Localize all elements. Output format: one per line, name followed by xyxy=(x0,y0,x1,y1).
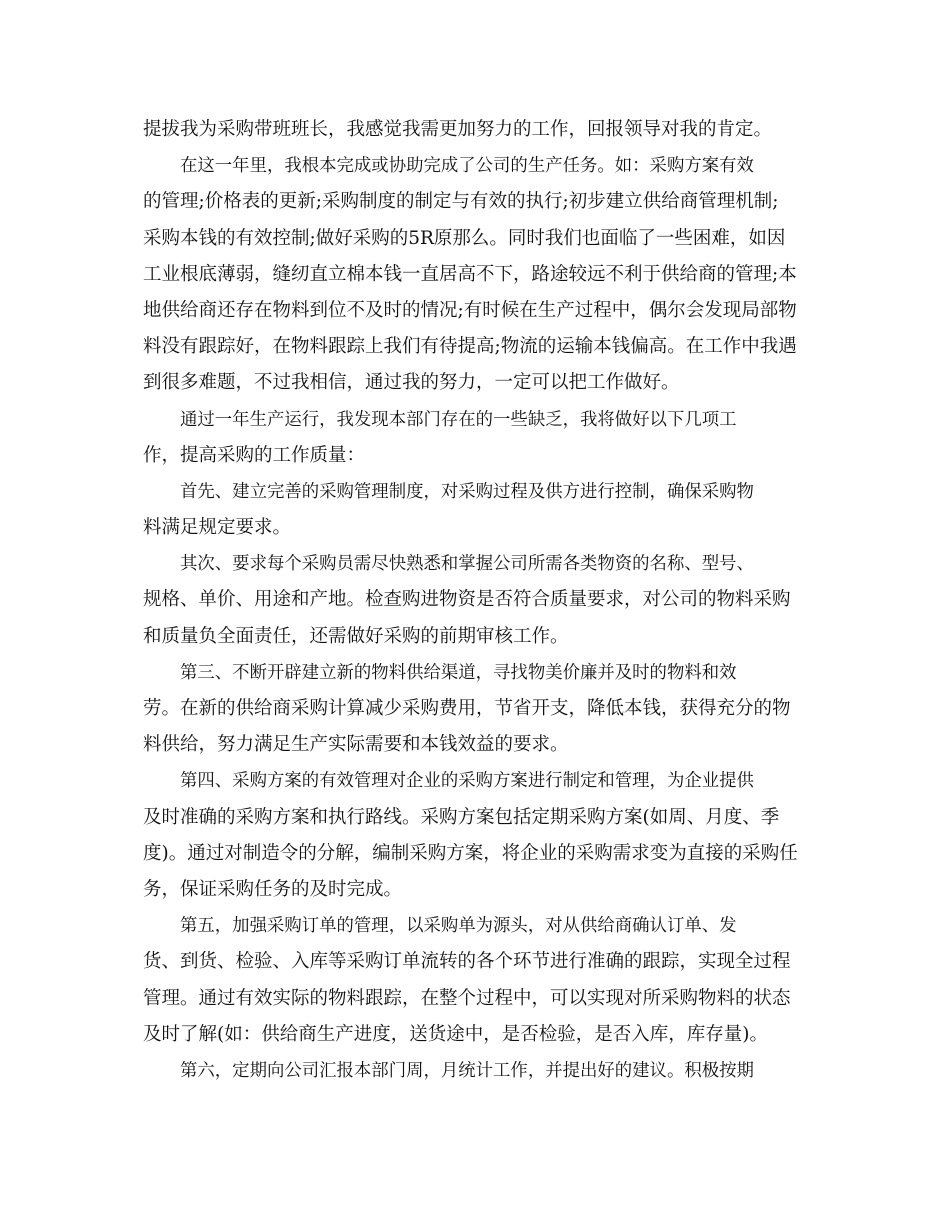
document-body xyxy=(143,112,823,1089)
text-line: 料满足规定要求。 xyxy=(143,517,292,539)
text-line: 第三、不断开辟建立新的物料供给渠道，寻找物美价廉并及时的物料和效 xyxy=(180,662,737,683)
text-line: 及时了解(如：供给商生产进度，送货途中，是否检验，是否入库，库存量)。 xyxy=(143,1023,768,1045)
text-line: 务，保证采购任务的及时完成。 xyxy=(143,878,403,900)
text-line: 及时准确的采购方案和执行路线。采购方案包括定期采购方案(如周、月度、季 xyxy=(143,806,780,828)
text-line: 到很多难题，不过我相信，通过我的努力，一定可以把工作做好。 xyxy=(143,372,680,394)
text-line: 其次、要求每个采购员需尽快熟悉和掌握公司所需各类物资的名称、型号、 xyxy=(180,554,754,575)
text-line: 第六，定期向公司汇报本部门周，月统计工作，并提出好的建议。积极按期 xyxy=(180,1060,754,1081)
text-line: 采购本钱的有效控制;做好采购的5R原那么。同时我们也面临了一些困难，如因 xyxy=(143,227,786,249)
text-line: 通过一年生产运行，我发现本部门存在的一些缺乏，我将做好以下几项工 xyxy=(180,409,737,430)
text-line: 在这一年里，我根本完成或协助完成了公司的生产任务。如：采购方案有效 xyxy=(180,156,754,177)
text-line: 料供给，努力满足生产实际需要和本钱效益的要求。 xyxy=(143,734,569,756)
text-line: 第五，加强采购订单的管理，以采购单为源头，对从供给商确认订单、发 xyxy=(180,916,737,937)
text-line: 货、到货、检验、入库等采购订单流转的各个环节进行准确的跟踪，实现全过程 xyxy=(143,951,791,973)
text-line: 首先、建立完善的采购管理制度，对采购过程及供方进行控制，确保采购物 xyxy=(180,481,754,502)
text-line: 地供给商还存在物料到位不及时的情况;有时候在生产过程中，偶尔会发现局部物 xyxy=(143,299,797,321)
text-line: 度)。通过对制造令的分解，编制采购方案，将企业的采购需求变为直接的采购任 xyxy=(143,842,798,864)
text-line: 提拔我为采购带班班长，我感觉我需更加努力的工作，回报领导对我的肯定。 xyxy=(143,119,773,140)
text-line: 劳。在新的供给商采购计算减少采购费用，节省开支，降低本钱，获得充分的物 xyxy=(143,698,791,719)
text-line: 管理。通过有效实际的物料跟踪，在整个过程中，可以实现对所采购物料的状态 xyxy=(143,987,791,1009)
text-line: 的管理;价格表的更新;采购制度的制定与有效的执行;初步建立供给商管理机制; xyxy=(143,191,779,213)
text-line: 和质量负全面责任，还需做好采购的前期审核工作。 xyxy=(143,625,569,647)
text-line: 第四、采购方案的有效管理对企业的采购方案进行制定和管理，为企业提供 xyxy=(180,771,754,792)
text-line: 工业根底薄弱，缝纫直立棉本钱一直居高不下，路途较远不利于供给商的管理;本 xyxy=(143,263,797,285)
text-line: 规格、单价、用途和产地。检查购进物资是否符合质量要求，对公司的物料采购 xyxy=(143,589,791,611)
text-line: 料没有跟踪好，在物料跟踪上我们有待提高;物流的运输本钱偏高。在工作中我遇 xyxy=(143,336,797,358)
text-line: 作，提高采购的工作质量： xyxy=(143,444,366,466)
